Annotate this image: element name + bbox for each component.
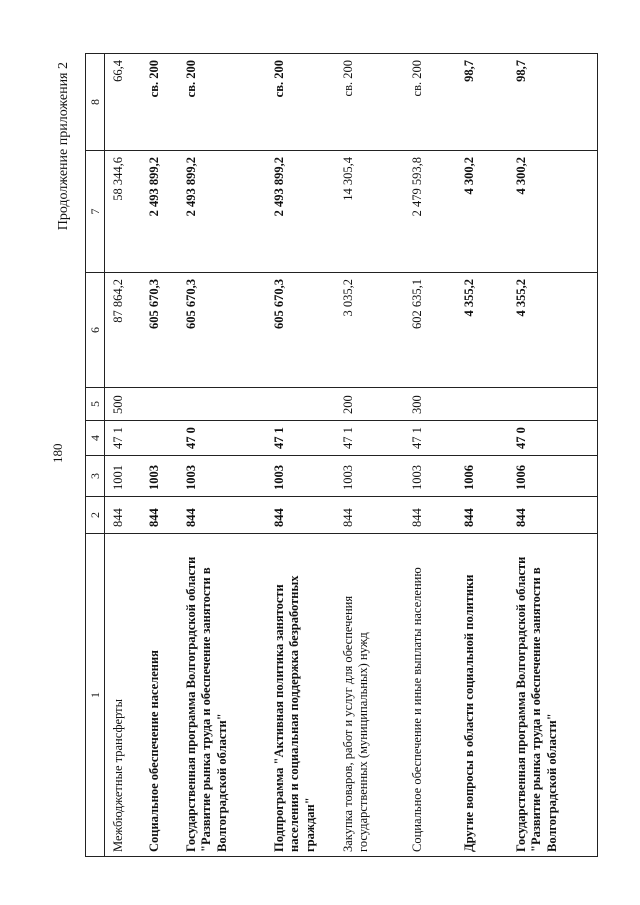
cell-col-4: 47 0 bbox=[178, 421, 266, 456]
cell-col-7: 14 305,4 bbox=[335, 151, 404, 273]
cell-col-4 bbox=[141, 421, 178, 456]
cell-col-2: 844 bbox=[178, 497, 266, 534]
cell-col-8: 98,7 bbox=[456, 54, 508, 151]
row-label: Закупка товаров, работ и услуг для обеспечения государственных (муниципальных) нужд bbox=[335, 534, 404, 857]
row-label: Государственная программа Волгоградской области "Развитие рынка труда и обеспечение занятости в Волгоградской области" bbox=[508, 534, 598, 857]
cell-col-8: св. 200 bbox=[266, 54, 335, 151]
col-header-8: 8 bbox=[86, 54, 105, 151]
cell-col-3: 1003 bbox=[178, 456, 266, 497]
cell-col-8: св. 200 bbox=[335, 54, 404, 151]
cell-col-2: 844 bbox=[335, 497, 404, 534]
row-label: Другие вопросы в области социальной политики bbox=[456, 534, 508, 857]
cell-col-6: 605 670,3 bbox=[178, 273, 266, 388]
cell-col-3: 1003 bbox=[404, 456, 456, 497]
cell-col-6: 4 355,2 bbox=[508, 273, 598, 388]
cell-col-5 bbox=[266, 388, 335, 421]
cell-col-5: 500 bbox=[105, 388, 141, 421]
cell-col-3: 1001 bbox=[105, 456, 141, 497]
table-row bbox=[335, 54, 404, 857]
cell-col-7: 2 493 899,2 bbox=[266, 151, 335, 273]
cell-col-4: 47 1 bbox=[335, 421, 404, 456]
cell-col-7: 2 479 593,8 bbox=[404, 151, 456, 273]
cell-col-2: 844 bbox=[141, 497, 178, 534]
cell-col-6: 605 670,3 bbox=[141, 273, 178, 388]
cell-col-3: 1006 bbox=[456, 456, 508, 497]
cell-col-2: 844 bbox=[456, 497, 508, 534]
cell-col-6: 605 670,3 bbox=[266, 273, 335, 388]
cell-col-6: 4 355,2 bbox=[456, 273, 508, 388]
cell-col-5 bbox=[456, 388, 508, 421]
row-label: Межбюджетные трансферты bbox=[105, 534, 141, 857]
col-header-6: 6 bbox=[86, 273, 105, 388]
cell-col-4: 47 1 bbox=[105, 421, 141, 456]
cell-col-8: 98,7 bbox=[508, 54, 598, 151]
cell-col-5 bbox=[141, 388, 178, 421]
cell-col-6: 3 035,2 bbox=[335, 273, 404, 388]
cell-col-3: 1003 bbox=[141, 456, 178, 497]
cell-col-8: св. 200 bbox=[178, 54, 266, 151]
col-header-4: 4 bbox=[86, 421, 105, 456]
continuation-label: Продолжение приложения 2 bbox=[56, 62, 71, 231]
cell-col-7: 4 300,2 bbox=[456, 151, 508, 273]
page-number: 180 bbox=[50, 443, 65, 463]
table-row bbox=[105, 54, 141, 857]
cell-col-4 bbox=[456, 421, 508, 456]
cell-col-5: 300 bbox=[404, 388, 456, 421]
cell-col-7: 2 493 899,2 bbox=[178, 151, 266, 273]
cell-col-2: 844 bbox=[266, 497, 335, 534]
cell-col-2: 844 bbox=[105, 497, 141, 534]
cell-col-7: 4 300,2 bbox=[508, 151, 598, 273]
col-header-1: 1 bbox=[86, 534, 105, 857]
row-label: Социальное обеспечение населения bbox=[141, 534, 178, 857]
cell-col-5 bbox=[508, 388, 598, 421]
cell-col-7: 58 344,6 bbox=[105, 151, 141, 273]
col-header-7: 7 bbox=[86, 151, 105, 273]
cell-col-8: св. 200 bbox=[141, 54, 178, 151]
col-header-5: 5 bbox=[86, 388, 105, 421]
col-header-3: 3 bbox=[86, 456, 105, 497]
cell-col-6: 602 635,1 bbox=[404, 273, 456, 388]
row-label: Государственная программа Волгоградской области "Развитие рынка труда и обеспечение занятости в Волгоградской области" bbox=[178, 534, 266, 857]
cell-col-2: 844 bbox=[404, 497, 456, 534]
cell-col-3: 1006 bbox=[508, 456, 598, 497]
table-row bbox=[404, 54, 456, 857]
cell-col-4: 47 1 bbox=[266, 421, 335, 456]
table-row bbox=[178, 54, 266, 857]
row-label: Подпрограмма "Активная политика занятости населения и социальная поддержка безработных граждан" bbox=[266, 534, 335, 857]
cell-col-8: св. 200 bbox=[404, 54, 456, 151]
cell-col-5 bbox=[178, 388, 266, 421]
cell-col-3: 1003 bbox=[266, 456, 335, 497]
cell-col-3: 1003 bbox=[335, 456, 404, 497]
cell-col-4: 47 0 bbox=[508, 421, 598, 456]
table-row bbox=[266, 54, 335, 857]
table-row bbox=[141, 54, 178, 857]
cell-col-5: 200 bbox=[335, 388, 404, 421]
column-number-row bbox=[86, 54, 105, 857]
table-row bbox=[508, 54, 598, 857]
cell-col-2: 844 bbox=[508, 497, 598, 534]
budget-table bbox=[85, 53, 598, 857]
col-header-2: 2 bbox=[86, 497, 105, 534]
table-row bbox=[456, 54, 508, 857]
cell-col-6: 87 864,2 bbox=[105, 273, 141, 388]
row-label: Социальное обеспечение и иные выплаты населению bbox=[404, 534, 456, 857]
cell-col-4: 47 1 bbox=[404, 421, 456, 456]
cell-col-8: 66,4 bbox=[105, 54, 141, 151]
cell-col-7: 2 493 899,2 bbox=[141, 151, 178, 273]
